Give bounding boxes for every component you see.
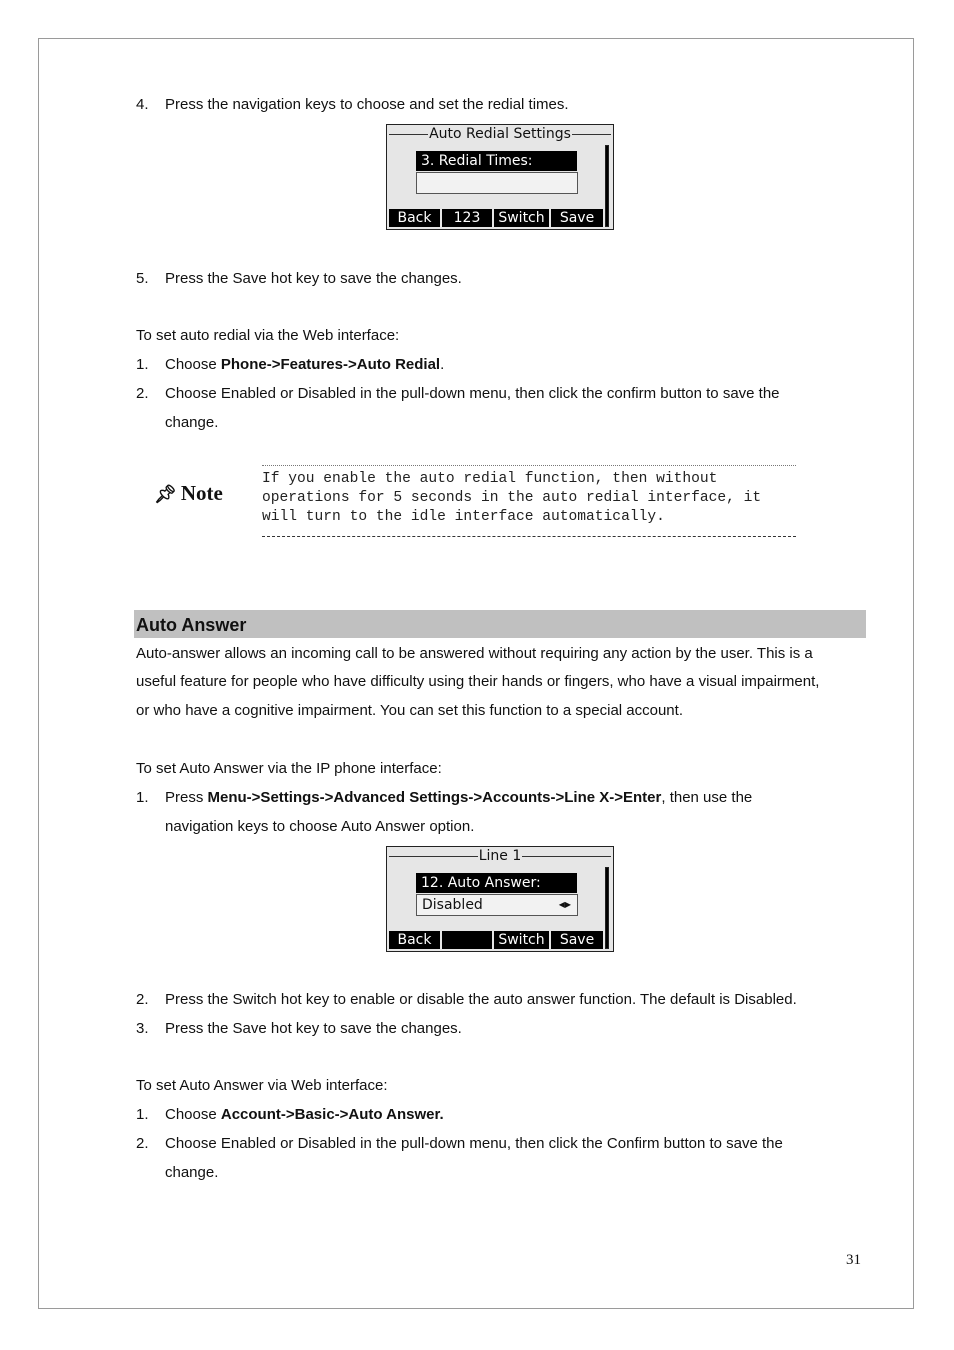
paragraph-line: or who have a cognitive impairment. You can set this function to a special account. bbox=[136, 702, 683, 719]
step-text: Choose Phone->Features->Auto Redial. bbox=[165, 356, 445, 373]
pushpin-icon: 📌︎ bbox=[154, 484, 177, 504]
step-text: Press the Save hot key to save the changes. bbox=[165, 1020, 462, 1037]
softkey-back: Back bbox=[389, 931, 440, 949]
softkey-back: Back bbox=[389, 209, 440, 227]
step-text: Press the Save hot key to save the changes. bbox=[165, 270, 462, 287]
phone-intro: To set Auto Answer via the IP phone interface: bbox=[136, 760, 442, 777]
menu-path: Phone->Features->Auto Redial bbox=[220, 356, 441, 373]
softkey-switch: Switch bbox=[494, 931, 549, 949]
softkey-save: Save bbox=[551, 209, 603, 227]
paragraph-line: useful feature for people who have difficulty using their hands or fingers, who have a visual impairment, bbox=[136, 673, 820, 690]
step-text-cont: change. bbox=[165, 414, 219, 431]
note-divider-top bbox=[262, 465, 796, 466]
selected-menu-item: 12. Auto Answer: bbox=[416, 873, 577, 893]
step-number: 1. bbox=[136, 789, 149, 806]
auto-answer-field: Disabled ◀▶ bbox=[416, 894, 578, 916]
section-title: Auto Answer bbox=[136, 615, 247, 635]
page-number: 31 bbox=[846, 1252, 861, 1268]
step-number: 1. bbox=[136, 356, 149, 373]
softkey-123: 123 bbox=[442, 209, 492, 227]
step-number: 4. bbox=[136, 96, 149, 113]
softkey-save: Save bbox=[551, 931, 603, 949]
step-number: 2. bbox=[136, 385, 149, 402]
step-text: Choose Enabled or Disabled in the pull-down menu, then click the Confirm button to save the bbox=[165, 1135, 783, 1152]
step-text: Choose Enabled or Disabled in the pull-down menu, then click the confirm button to save the bbox=[165, 385, 780, 402]
step-number: 2. bbox=[136, 1135, 149, 1152]
web-redial-intro: To set auto redial via the Web interface: bbox=[136, 327, 400, 344]
step-text: Press the Switch hot key to enable or disable the auto answer function. The default is Disabled. bbox=[165, 991, 797, 1008]
scrollbar bbox=[605, 867, 609, 949]
menu-path: Account->Basic->Auto Answer. bbox=[220, 1106, 444, 1123]
section-heading-bar bbox=[134, 610, 866, 638]
phone-screen-auto-redial bbox=[386, 124, 614, 230]
softkey-empty bbox=[442, 931, 492, 949]
step-number: 2. bbox=[136, 991, 149, 1008]
step-text: Press the navigation keys to choose and set the redial times. bbox=[165, 96, 569, 113]
step-text-cont: navigation keys to choose Auto Answer option. bbox=[165, 818, 475, 835]
step-number: 5. bbox=[136, 270, 149, 287]
step-text-cont: change. bbox=[165, 1164, 219, 1181]
scrollbar bbox=[605, 145, 609, 227]
note-text: If you enable the auto redial function, then without operations for 5 seconds in the auto redial interface, it will turn to the idle interface automatically. bbox=[262, 471, 762, 525]
step-text: Choose Account->Basic->Auto Answer. bbox=[165, 1106, 444, 1123]
web-intro: To set Auto Answer via Web interface: bbox=[136, 1077, 388, 1094]
menu-path: Menu->Settings->Advanced Settings->Accounts->Line X->Enter bbox=[207, 789, 662, 806]
screen-title: Line 1 bbox=[478, 848, 522, 864]
step-text: Press Menu->Settings->Advanced Settings->Accounts->Line X->Enter, then use the bbox=[165, 789, 753, 806]
phone-screen-line1 bbox=[386, 846, 614, 952]
left-right-arrows-icon: ◀▶ bbox=[558, 900, 571, 909]
softkey-switch: Switch bbox=[494, 209, 549, 227]
step-number: 3. bbox=[136, 1020, 149, 1037]
paragraph-line: Auto-answer allows an incoming call to be answered without requiring any action by the user. This is a bbox=[136, 645, 813, 662]
step-number: 1. bbox=[136, 1106, 149, 1123]
selected-menu-item: 3. Redial Times: bbox=[416, 151, 577, 171]
screen-title: Auto Redial Settings bbox=[429, 126, 571, 142]
redial-times-field bbox=[416, 172, 578, 194]
note-divider-bottom bbox=[262, 536, 796, 537]
note-label: 📌︎ Note bbox=[154, 481, 223, 505]
